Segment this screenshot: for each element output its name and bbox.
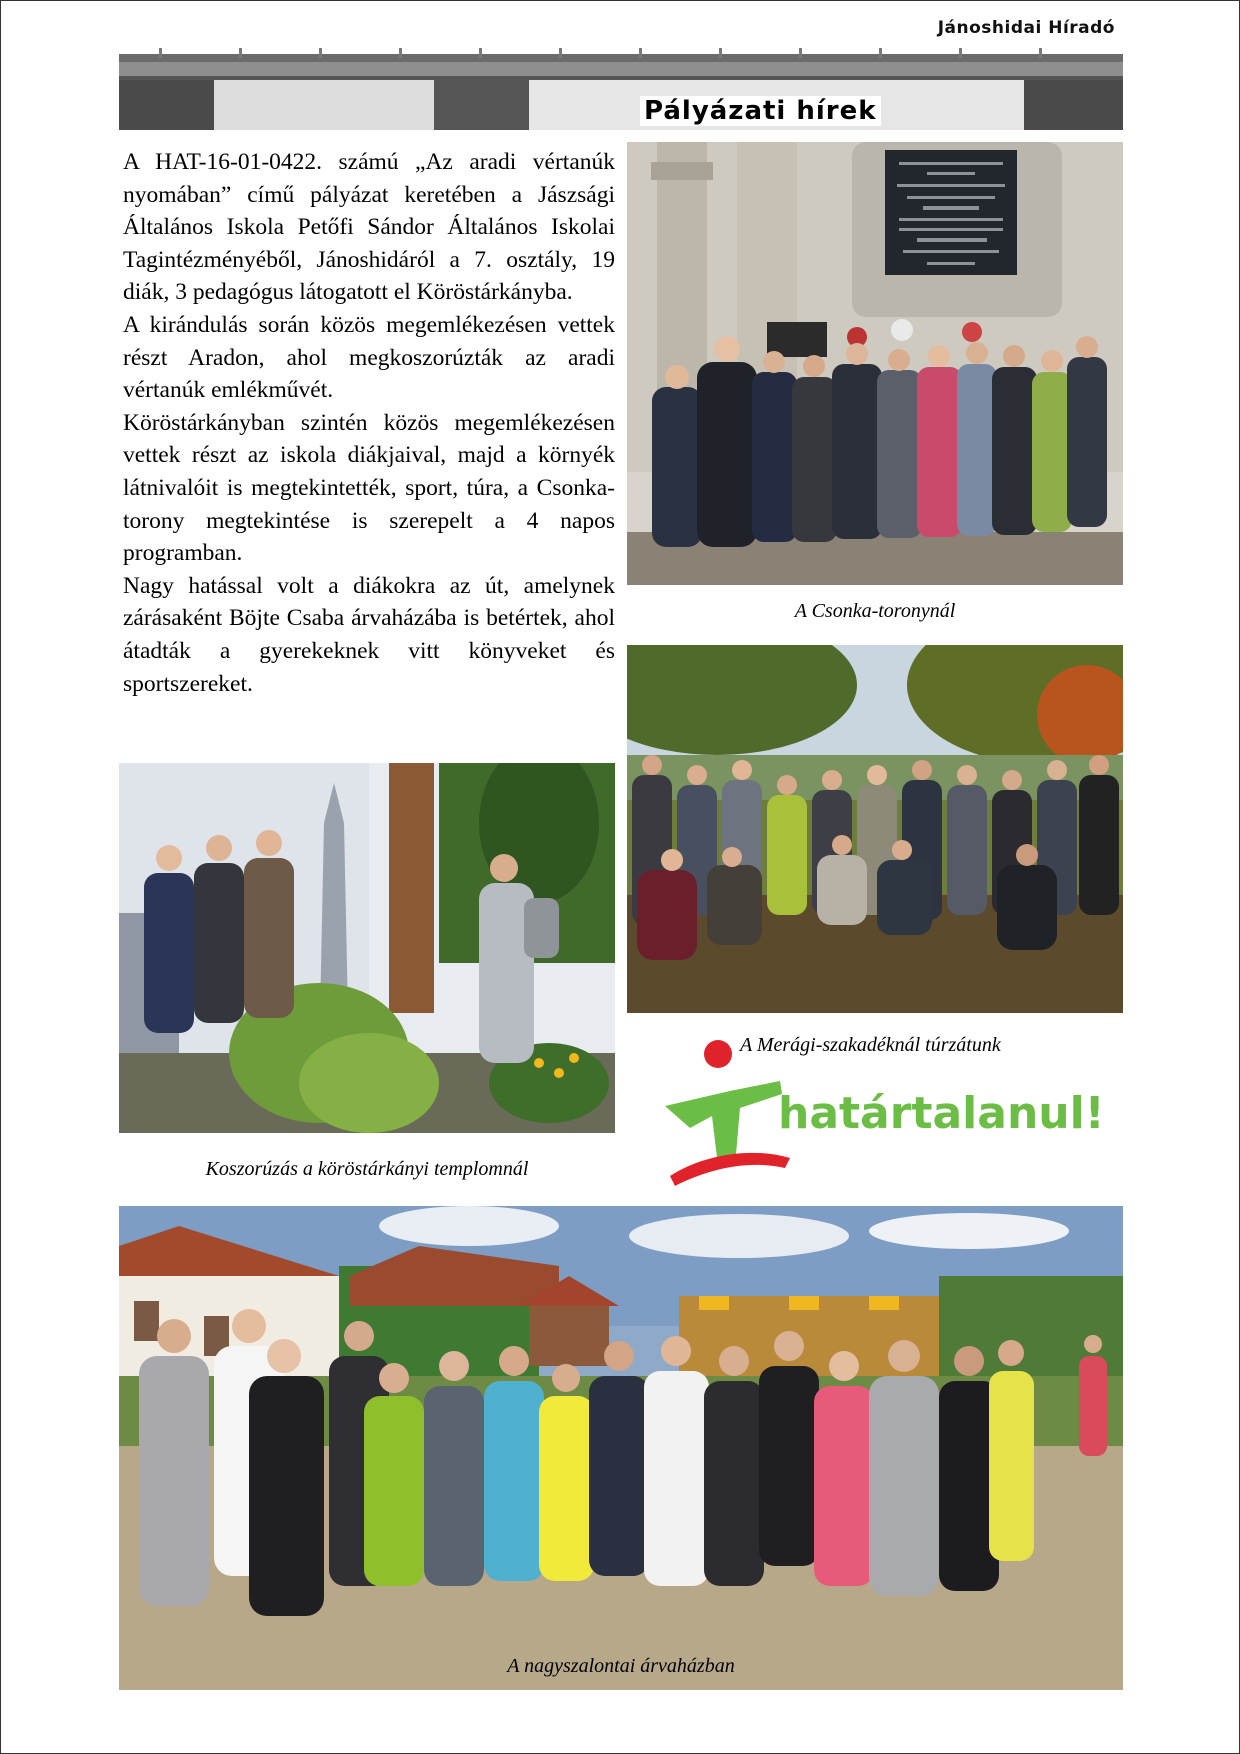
photo-meragi-szakadek xyxy=(627,645,1123,1013)
article-paragraph: A HAT-16-01-0422. számú „Az aradi vértanúk nyomában” című pályázat keretében a Jászsági Általános Iskola Petőfi Sándor Általános Iskolai Tagintézményéből, Jánoshidáról a 7. osztály, 19 diák, 3 pedagógus látogatott el Köröstárkányba. xyxy=(123,149,615,306)
bridge-banner xyxy=(119,48,1123,130)
caption-meragi: A Merági-szakadéknál túrzátunk xyxy=(740,1034,1001,1056)
caption-csonka: A Csonka-toronynál xyxy=(794,600,956,622)
article-paragraph: Nagy hatással volt a diákokra az út, amelynek zárásaként Böjte Csaba árvaházába is betértek, ahol átadták a gyerekeknek vitt könyveket és sportszereket. xyxy=(123,572,615,697)
photo-arvahaz xyxy=(119,1206,1123,1690)
publication-title: Jánoshidai Híradó xyxy=(937,18,1115,38)
article-paragraph: Köröstárkányban szintén közös megemlékezésen vettek részt az iskola diákjaival, majd a környék látnivalóit is megtekintették, sport, túra, a Csonka-torony megtekintése is szerepelt a 4 napos programban. xyxy=(123,409,615,567)
section-title: Pályázati hírek xyxy=(640,96,881,126)
photo-csonka-torony xyxy=(627,142,1123,585)
caption-templom: Koszorúzás a köröstárkányi templomnál xyxy=(205,1158,529,1180)
caption-arvahaz: A nagyszalontai árvaházban xyxy=(507,1655,735,1677)
article-body xyxy=(123,146,615,700)
hatartalanul-logo xyxy=(660,1036,1105,1186)
logo-text: határtalanul! xyxy=(778,1088,1105,1139)
article-paragraph: A kirándulás során közös megemlékezésen vettek részt Aradon, ahol megkoszorúzták az aradi vértanúk emlékművét. xyxy=(123,311,615,404)
photo-templom xyxy=(119,763,615,1133)
